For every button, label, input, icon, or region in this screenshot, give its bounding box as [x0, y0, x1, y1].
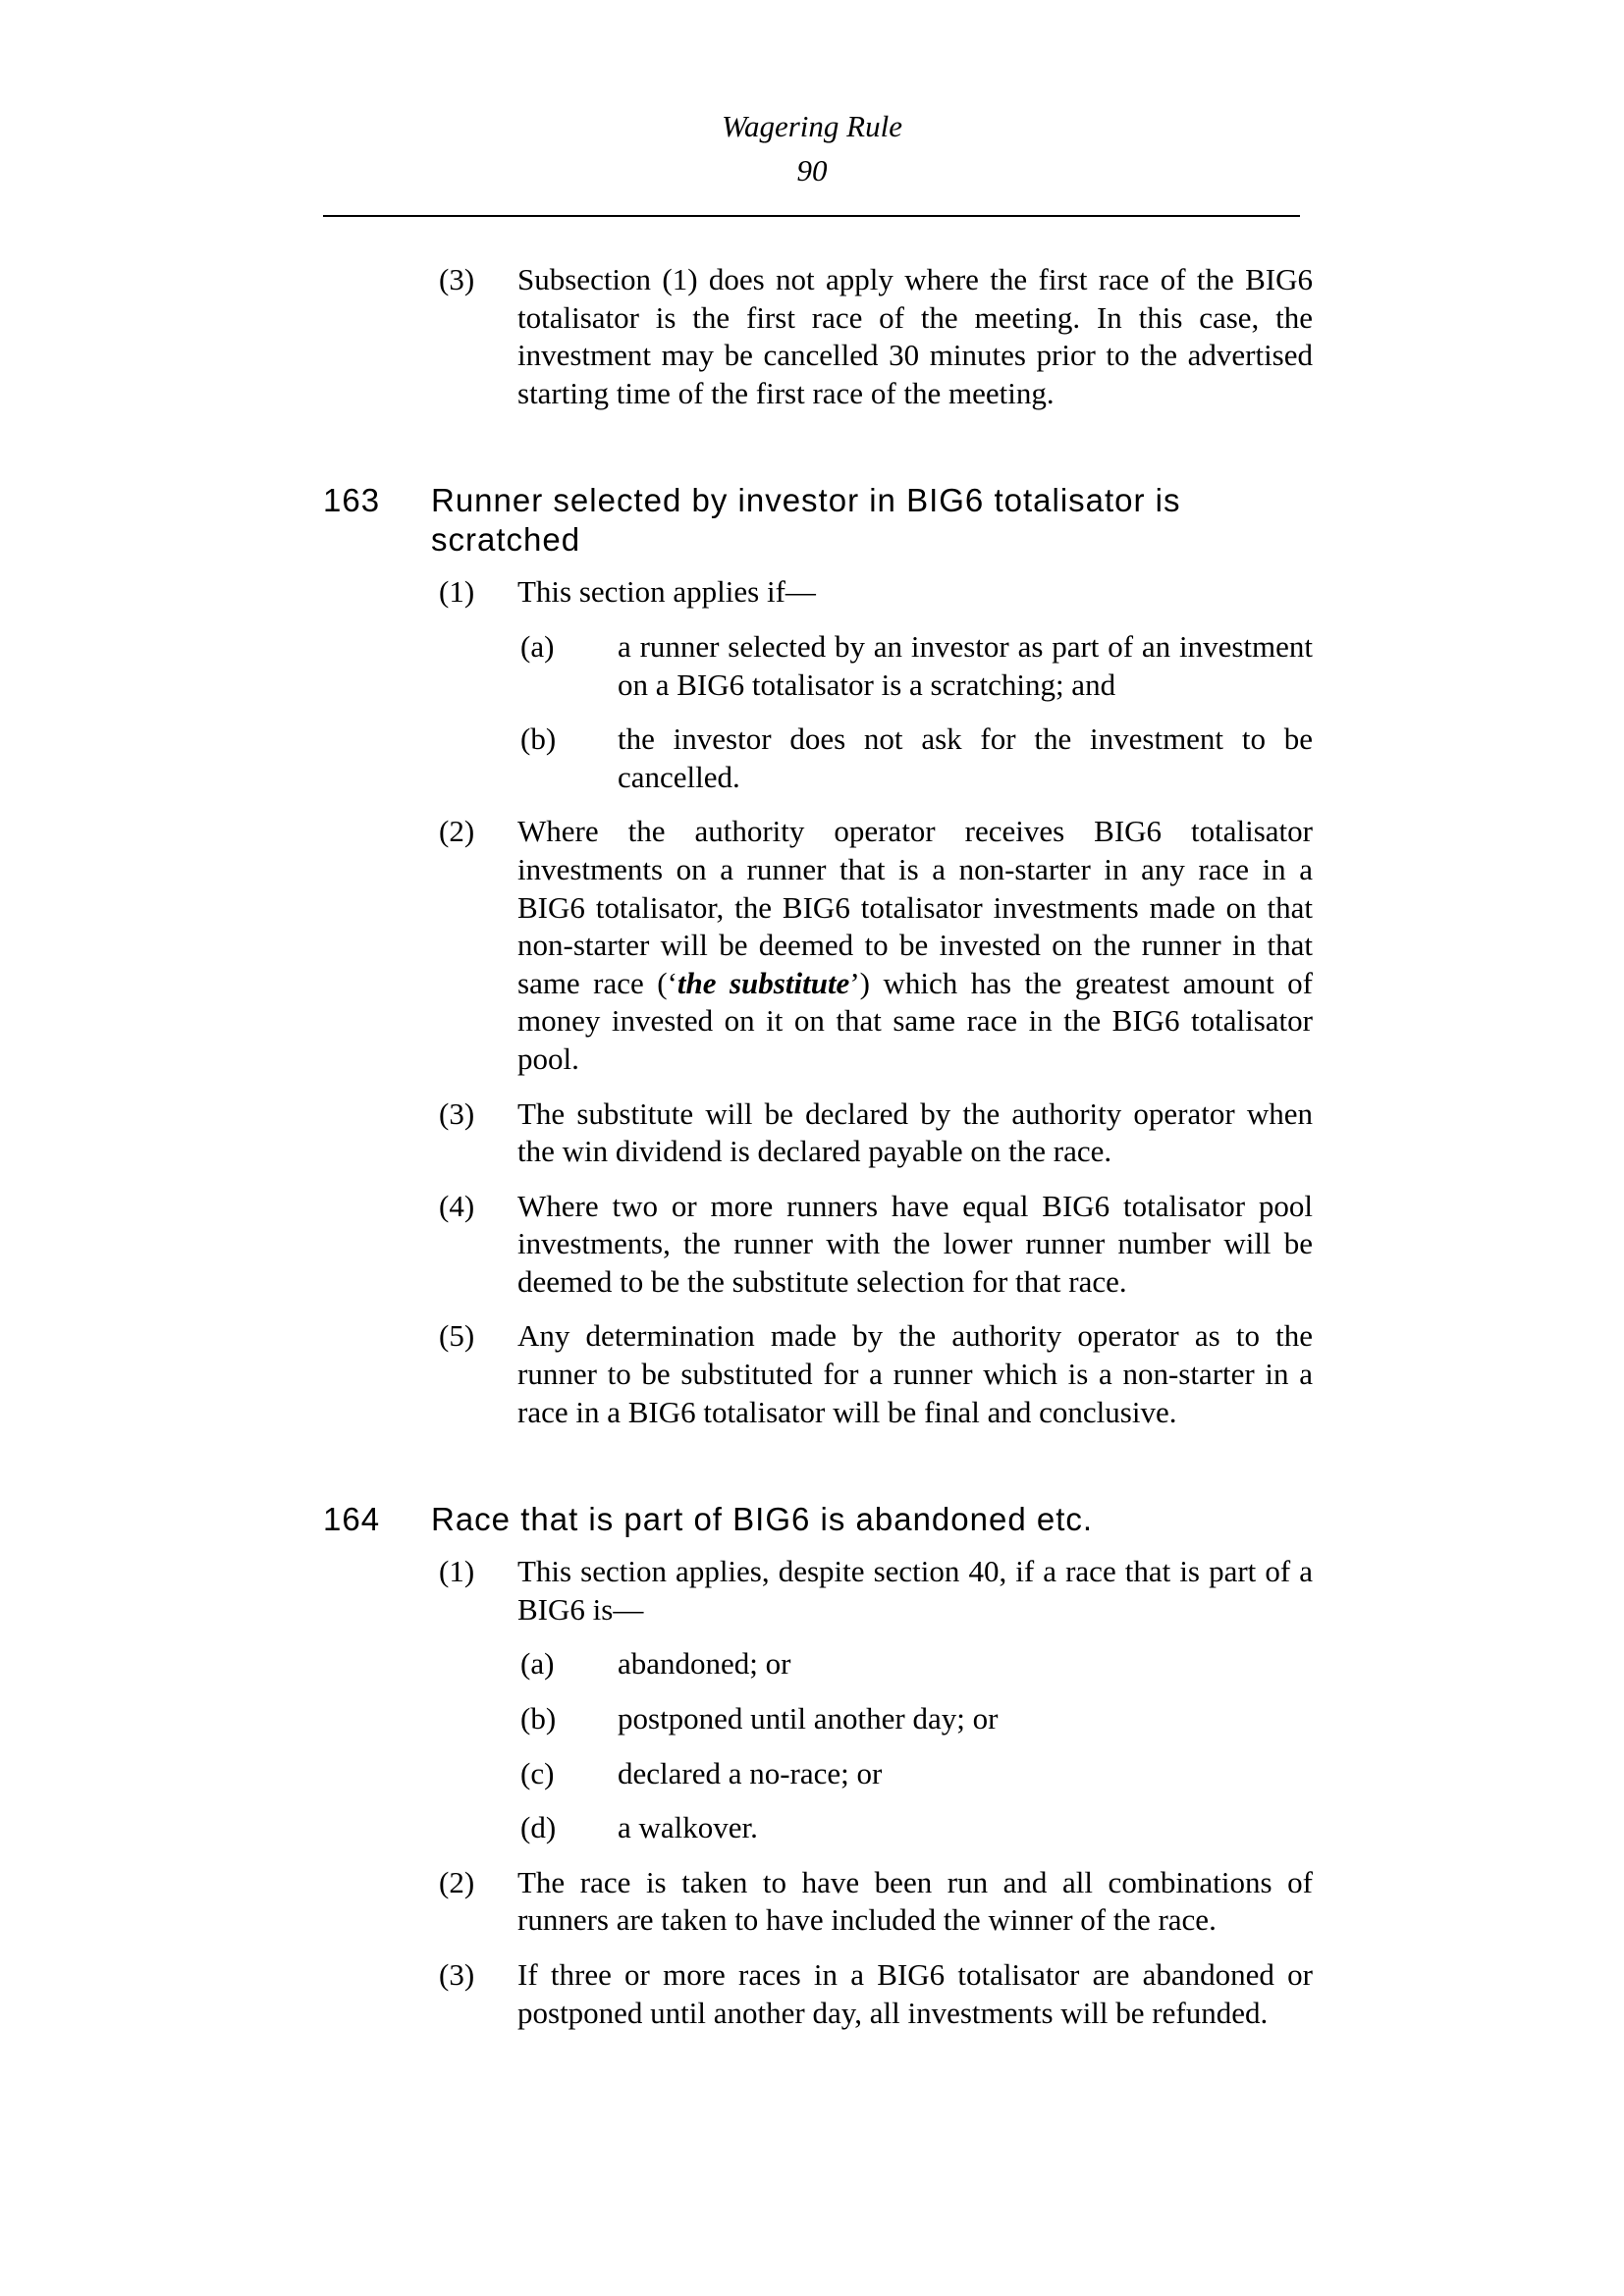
section-163-heading: [323, 481, 1275, 560]
paragraph-163-1-a: [520, 628, 1313, 704]
subsection-text: Where two or more runners have equal BIG6 totalisator pool investments, the runner with the lower runner number will be deemed to be the substitute selection for that race.: [517, 1188, 1313, 1299]
subsection-text: Subsection (1) does not apply where the first race of the BIG6 totalisator is the first race of the meeting. In this case, the investment may be cancelled 30 minutes prior to the advertised starting time of the first race of the meeting.: [517, 262, 1313, 410]
paragraph-number: (a): [520, 628, 555, 664]
paragraph-text: declared a no-race; or: [618, 1755, 883, 1790]
subsection-text: This section applies if—: [517, 574, 816, 610]
paragraph-164-1-d: [520, 1809, 1313, 1847]
paragraph-number: (b): [520, 721, 557, 757]
subsection-164-3: [439, 1956, 1313, 2032]
subsection-163-5: [439, 1317, 1313, 1431]
subsection-text: The substitute will be declared by the authority operator when the win dividend is declared payable on the race.: [517, 1095, 1313, 1169]
paragraph-text: the investor does not ask for the investment to be cancelled.: [618, 721, 1313, 794]
subsection-number: (3): [439, 1095, 475, 1131]
paragraph-163-1-b: [520, 721, 1313, 796]
paragraph-text: postponed until another day; or: [618, 1701, 999, 1736]
subsection-text: The race is taken to have been run and all combinations of runners are taken to have included the winner of the race.: [517, 1864, 1313, 1938]
paragraph-text: a walkover.: [618, 1810, 758, 1845]
subsection-text: If three or more races in a BIG6 totalisator are abandoned or postponed until another day, all investments will be refunded.: [517, 1957, 1313, 2030]
paragraph-number: (b): [520, 1701, 557, 1736]
subsection-number: (3): [439, 1957, 475, 1992]
subsection-text: Any determination made by the authority operator as to the runner to be substituted for a runner which is a non-starter in a race in a BIG6 totalisator will be final and conclusive.: [517, 1318, 1313, 1429]
section-164-heading: [323, 1500, 1275, 1539]
subsection-number: (5): [439, 1318, 475, 1354]
subsection-162-3: [439, 261, 1313, 412]
subsection-163-3: [439, 1095, 1313, 1171]
subsection-number: (1): [439, 574, 475, 610]
section-title: Race that is part of BIG6 is abandoned etc.: [431, 1501, 1094, 1538]
paragraph-text: abandoned; or: [618, 1646, 791, 1682]
section-title: Runner selected by investor in BIG6 totalisator is scratched: [431, 482, 1181, 559]
paragraph-164-1-a: [520, 1645, 1313, 1683]
subsection-164-1: [439, 1553, 1313, 1629]
paragraph-text: a runner selected by an investor as part of an investment on a BIG6 totalisator is a scratching; and: [618, 628, 1313, 702]
page-body: [0, 261, 1624, 2032]
paragraph-number: (d): [520, 1810, 557, 1845]
defined-term: the substitute: [677, 965, 850, 1000]
section-number: 163: [323, 482, 381, 519]
subsection-text-before: Where the authority operator receives BIG6 totalisator investments on a runner that is a non-starter in any race in a BIG6 totalisator, the BIG6 totalisator investments made on that non-starter will be deemed to be invested on the runner in that same race (‘: [517, 814, 1313, 1000]
running-header-title: Wagering Rule: [722, 109, 902, 143]
subsection-number: (3): [439, 262, 475, 296]
subsection-number: (1): [439, 1554, 475, 1589]
subsection-163-2: [439, 813, 1313, 1078]
subsection-text: This section applies, despite section 40, if a race that is part of a BIG6 is—: [517, 1554, 1313, 1627]
header-rule: [323, 215, 1300, 217]
section-number: 164: [323, 1501, 381, 1538]
subsection-number: (2): [439, 814, 475, 849]
subsection-164-2: [439, 1864, 1313, 1940]
subsection-number: (2): [439, 1864, 475, 1899]
subsection-163-4: [439, 1188, 1313, 1302]
page-number: 90: [796, 153, 828, 187]
subsection-number: (4): [439, 1188, 475, 1223]
paragraph-number: (c): [520, 1755, 555, 1790]
paragraph-164-1-c: [520, 1755, 1313, 1793]
paragraph-number: (a): [520, 1646, 555, 1682]
subsection-163-1: [439, 573, 1313, 612]
paragraph-164-1-b: [520, 1700, 1313, 1738]
subsection-text-after: ’) which has the greatest amount of money invested on it on that same race in the BIG6 totalisator pool.: [517, 965, 1313, 1076]
